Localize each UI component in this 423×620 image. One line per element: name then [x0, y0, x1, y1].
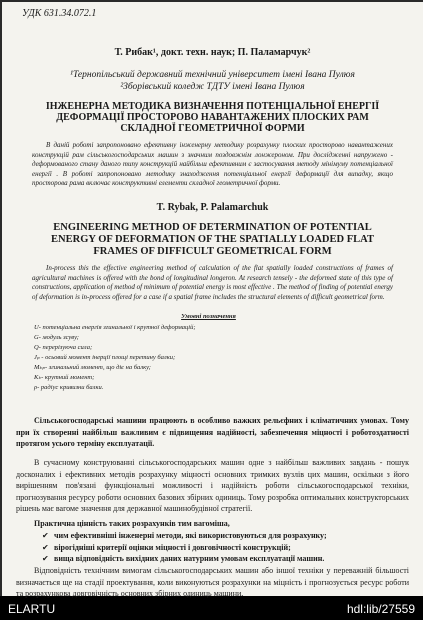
legend-item: ρ- радіус кривизни балки.: [34, 384, 104, 391]
notation-legend: [34, 312, 383, 393]
list-item: ✔ чим ефективніші інженерні методи, які використовуються для розрахунку;: [42, 531, 327, 540]
legend-title: Умовні позначення: [181, 313, 236, 320]
paragraph-practical-value: Практична цінність таких розрахунків тим вагоміша,: [34, 519, 230, 528]
abstract-ukrainian: В даній роботі запропоновано ефективну інженерну методику розрахунку плоских просторово навантажених конструкцій рам сільськогосподарських машин з значним поздовжнім лонжероном. При дослідженні напружено - деформованого стану даного типу конструкцій найбільш ефективним є застосування методу мінімуму потенціальної енергії . В роботі запропоновано методику знаходження потенціальної енергії деформації для випадку, якщо просторова рама включає конструктивні елементи складної геометричної форми.: [32, 141, 393, 187]
legend-item: Jₚ - осьовий момент інерції площі перетину балки;: [34, 354, 176, 361]
abstract-english: In-process this the effective engineering method of calculation of the flat spatially loaded constructions of frames of agricultural machines is offered with the bond of longitudinal longeron. At research tensely - the deformed state of this type of constructions, application of method of minimum of potential energy is most effective . The method of finding of potential energy of deformation is in-process offered for a case if a spatial frame includes the structural elements of difficult geometrical form.: [32, 264, 393, 301]
check-icon: ✔: [42, 531, 49, 540]
repository-label: ELARTU: [8, 602, 56, 616]
legend-item: Mₖₚ- згинальний момент, що діє на балку;: [34, 364, 151, 371]
legend-item: U- потенціальна енергія згинальної і крутної деформацій;: [34, 324, 196, 331]
footer-bar: [0, 598, 423, 620]
list-item: ✔ вірогідніші критерії оцінки міцності і довговічності конструкцій;: [42, 542, 291, 552]
paragraph-intro: Сільськогосподарські машини працюють в особливо важких рельєфних і кліматичних умовах. Тому при їх створенні найбільш важливим є підвищення надійності, забезпечення міцності і роботоздатності протягом усього терміну експлуатації.: [16, 416, 409, 448]
paragraph-design: В сучасному конструюванні сільськогосподарських машин одне з найбільш важливих завдань - пошук досконалих і ефективних методів розрахунку міцності основних тримких вузлів цих машин, оскільки з його вирішенням пов'язані функціональні можливості і надійність роботи сільськогосподарської техніки, прогнозування ресурсу роботи основних базових збірних одиниць. Тому розробка оптимальних конструкторських рішень має вагоме значення для державної машинобудівної стратегії.: [16, 458, 409, 513]
authors-english: T. Rybak, P. Palamarchuk: [156, 202, 269, 213]
check-icon: ✔: [42, 554, 49, 563]
affiliation-1: ¹Тернопільський державний технічний університет імені Івана Пулюя: [70, 70, 355, 80]
legend-item: Kₖ- крутний момент;: [34, 374, 95, 381]
list-item: ✔ вища відповідність вихідних даних натурним умовам експлуатації машин.: [42, 554, 325, 563]
legend-item: Q- перерізуюча сила;: [34, 344, 93, 351]
bullet-list: [42, 530, 403, 565]
title-english: ENGINEERING METHOD OF DETERMINATION OF POTENTIAL ENERGY OF DEFORMATION OF THE SPATIALLY LOADED FLAT FRAMES OF DIFFICULT GEOMETRICAL FORM: [51, 222, 374, 257]
title-ukrainian: ІНЖЕНЕРНА МЕТОДИКА ВИЗНАЧЕННЯ ПОТЕНЦІАЛЬНОЇ ЕНЕРГІЇ ДЕФОРМАЦІЇ ПРОСТОРОВО НАВАНТАЖЕНИХ ПЛОСКИХ РАМ СКЛАДНОЇ ГЕОМЕТРИЧНОЇ ФОРМИ: [45, 101, 380, 134]
check-icon: ✔: [42, 542, 49, 552]
paragraph-compliance: Відповідність технічним вимогам сільськогосподарських машин або іншої техніки у переважній більшості визначається ще на стадії проектування, коли виконуються розрахунки на міцність і прогнозується ресурс роботи та розрахункова довговічність основних збірних одиниць машини.: [16, 566, 409, 598]
authors-line: Т. Рибак¹, докт. техн. наук; П. Паламарчук²: [114, 47, 311, 58]
affiliation-2: ²Зборівський коледж ТДТУ імені Івана Пулюя: [120, 82, 305, 92]
legend-item: G- модуль зсуву;: [34, 334, 79, 341]
udk-code: УДК 631.34.072.1: [22, 8, 97, 19]
handle-label: hdl:lib/27559: [346, 602, 415, 616]
